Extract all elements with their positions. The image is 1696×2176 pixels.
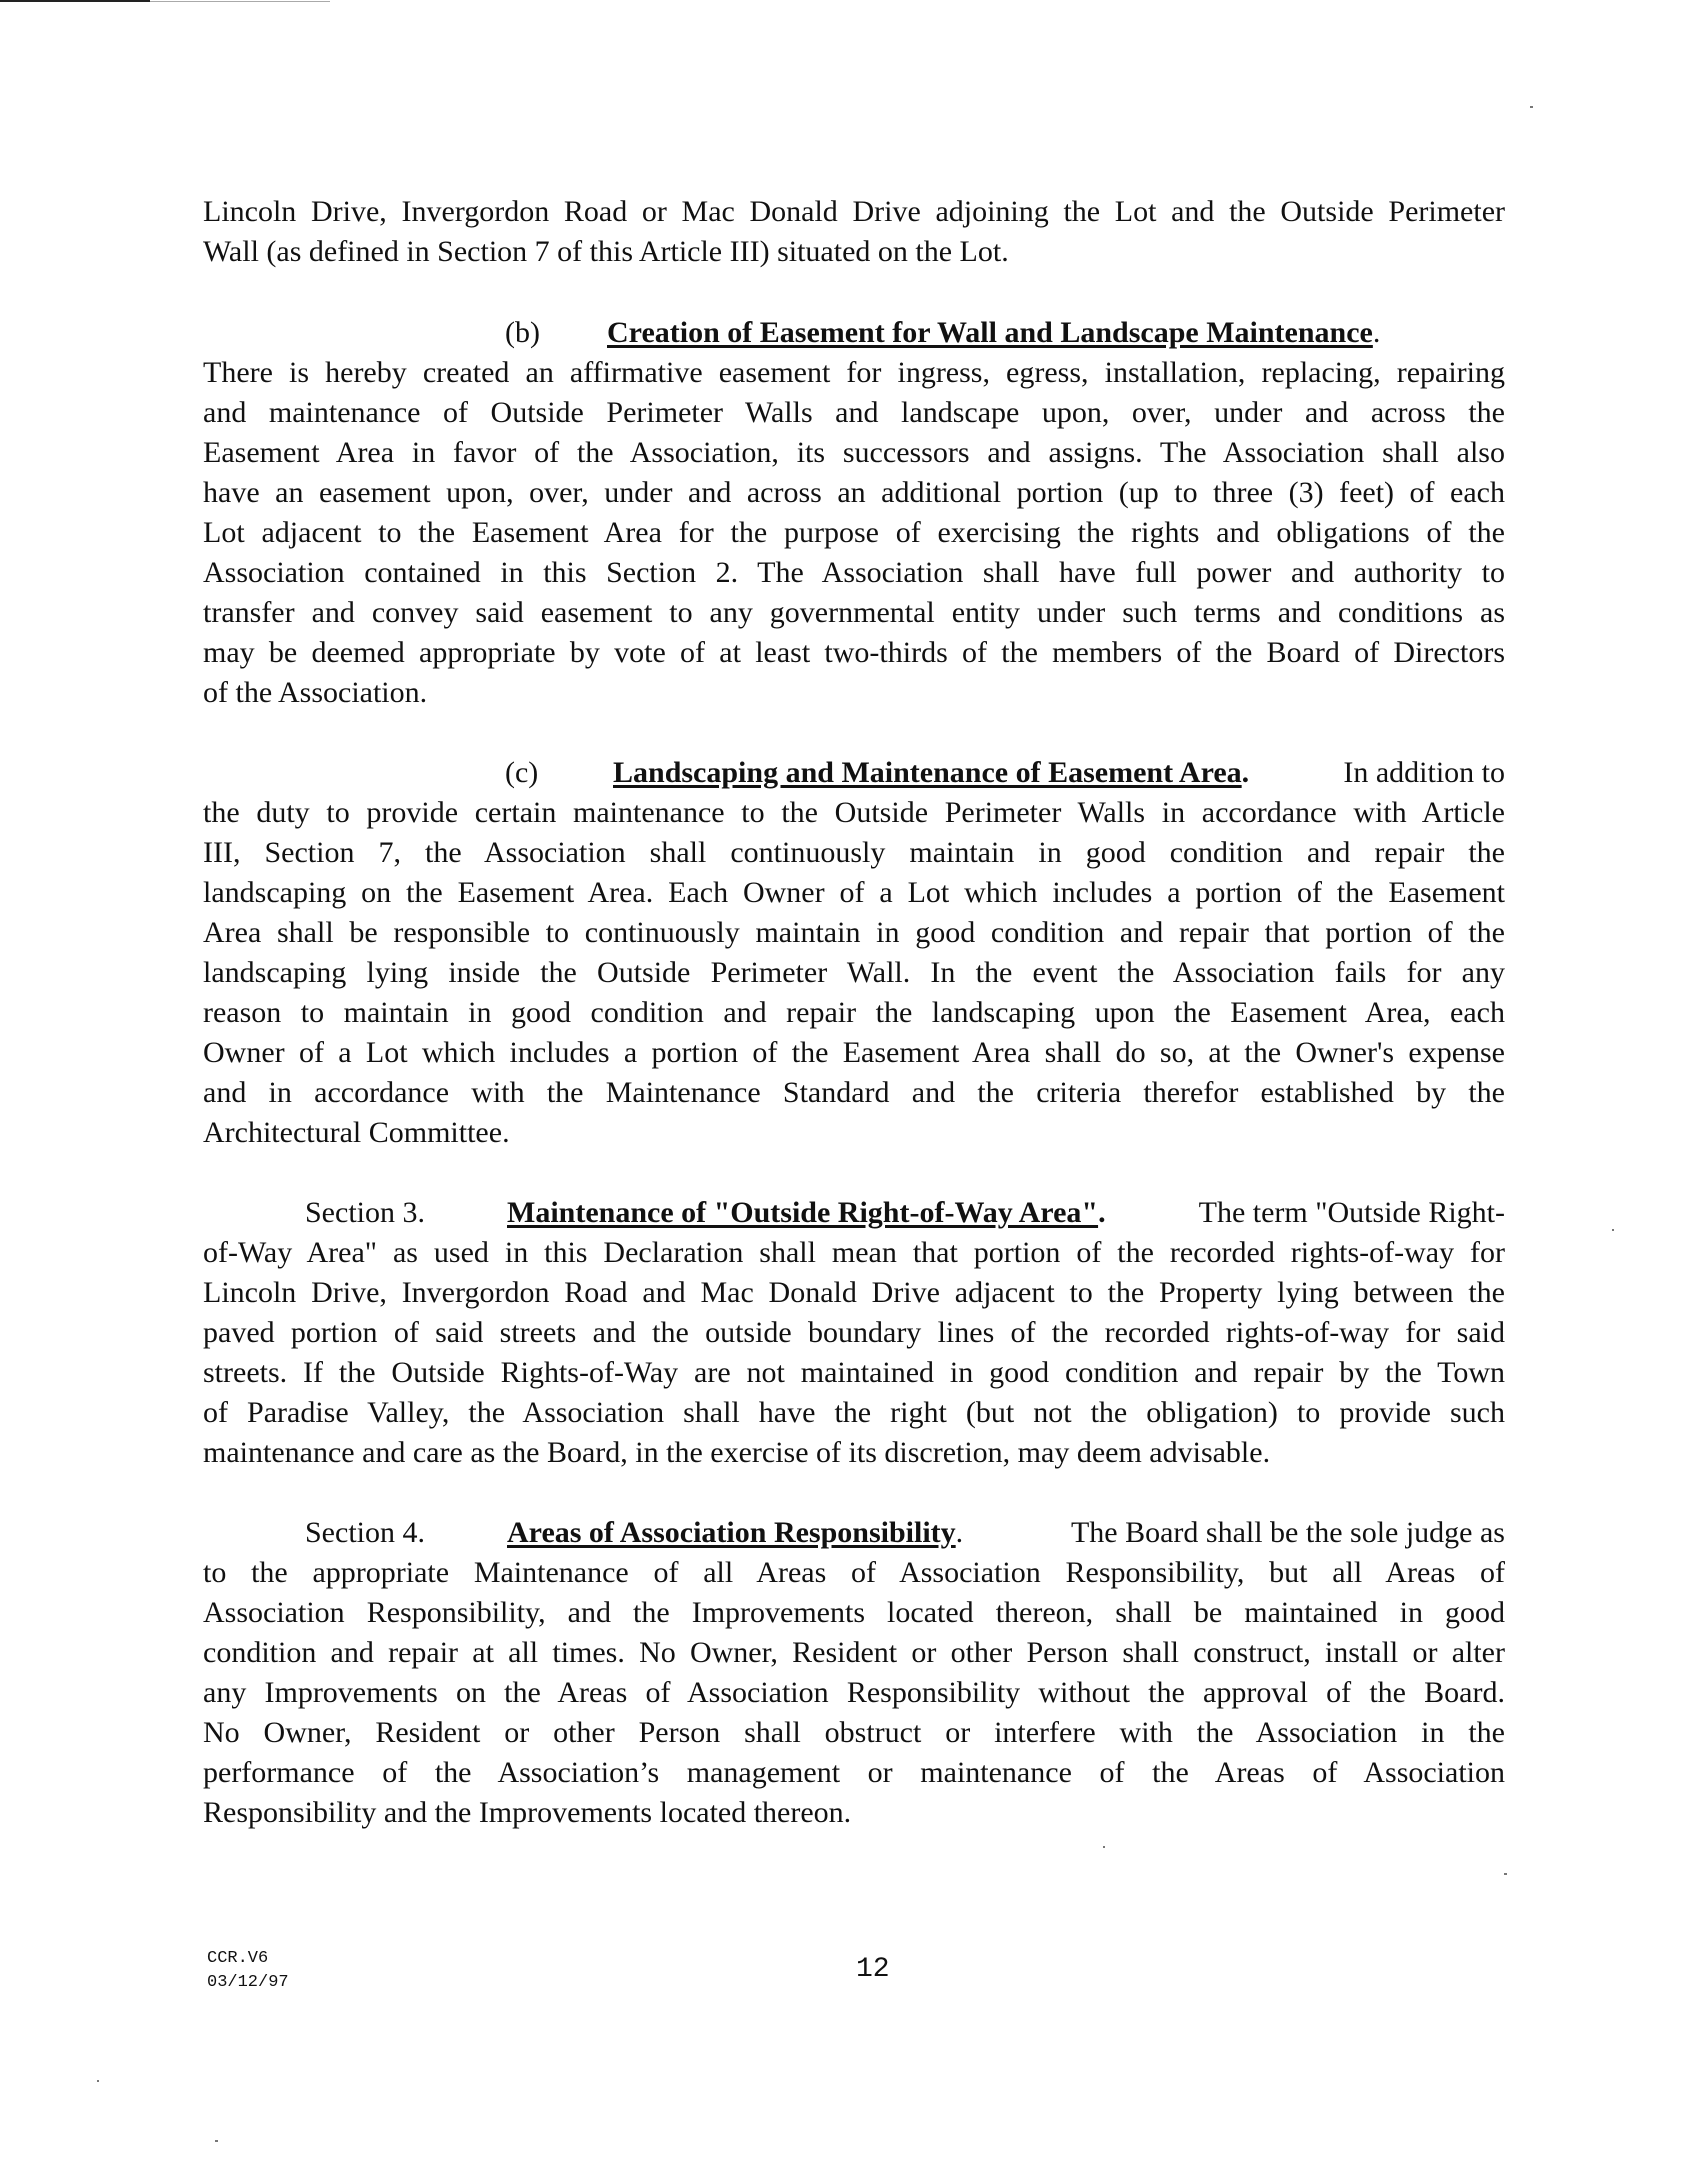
subsection-heading bbox=[607, 313, 1380, 353]
text-line: the duty to provide certain maintenance to the Outside Perimeter Walls in accordance with Article bbox=[203, 796, 1505, 829]
text-line: Lincoln Drive, Invergordon Road and Mac Donald Drive adjacent to the Property lying between the bbox=[203, 1276, 1505, 1309]
scan-speck bbox=[1612, 1229, 1614, 1231]
text-line: condition and repair at all times. No Owner, Resident or other Person shall construct, install or alter bbox=[203, 1636, 1505, 1669]
subsection-label: (c) bbox=[505, 756, 539, 789]
text-line: landscaping on the Easement Area. Each Owner of a Lot which includes a portion of the Easement bbox=[203, 876, 1505, 909]
heading-text: Maintenance of "Outside Right-of-Way Area" bbox=[507, 1196, 1099, 1229]
text-line: and maintenance of Outside Perimeter Walls and landscape upon, over, under and across the bbox=[203, 396, 1505, 429]
text-line: to the appropriate Maintenance of all Areas of Association Responsibility, but all Areas of bbox=[203, 1556, 1505, 1589]
section-label: Section 3. bbox=[305, 1196, 425, 1229]
section-label: Section 4. bbox=[305, 1516, 425, 1549]
text-line: Area shall be responsible to continuously maintain in good condition and repair that portion of the bbox=[203, 916, 1505, 949]
text-line: transfer and convey said easement to any governmental entity under such terms and conditions as bbox=[203, 596, 1505, 629]
text-line: Easement Area in favor of the Association, its successors and assigns. The Association shall also bbox=[203, 436, 1505, 469]
text-line: Lot adjacent to the Easement Area for the purpose of exercising the rights and obligations of the bbox=[203, 516, 1505, 549]
scan-speck bbox=[215, 2140, 218, 2142]
subsection-label: (b) bbox=[505, 316, 540, 349]
text-line: Wall (as defined in Section 7 of this Article III) situated on the Lot. bbox=[203, 235, 1009, 268]
text-line: streets. If the Outside Rights-of-Way are not maintained in good condition and repair by the Town bbox=[203, 1356, 1505, 1389]
scan-speck bbox=[1103, 1846, 1105, 1848]
subsection-heading bbox=[613, 753, 1505, 793]
heading-tail: In addition to bbox=[1343, 756, 1505, 789]
scan-speck bbox=[97, 2080, 99, 2082]
section-heading bbox=[507, 1513, 1505, 1553]
heading-period: . bbox=[1241, 756, 1250, 789]
scan-artifact-line bbox=[0, 0, 150, 2]
heading-period: . bbox=[1372, 316, 1381, 349]
text-line: There is hereby created an affirmative easement for ingress, egress, installation, replacing, repairing bbox=[203, 356, 1505, 389]
heading-period: . bbox=[1098, 1196, 1106, 1229]
text-line: No Owner, Resident or other Person shall obstruct or interfere with the Association in the bbox=[203, 1716, 1505, 1749]
text-line: performance of the Association’s management or maintenance of the Areas of Association bbox=[203, 1756, 1505, 1789]
text-line: Architectural Committee. bbox=[203, 1116, 510, 1149]
text-line: Responsibility and the Improvements located thereon. bbox=[203, 1796, 852, 1829]
document-date: 03/12/97 bbox=[207, 1973, 289, 1992]
text-line: reason to maintain in good condition and repair the landscaping upon the Easement Area, each bbox=[203, 996, 1505, 1029]
text-line: Association contained in this Section 2. The Association shall have full power and authority to bbox=[203, 556, 1505, 589]
text-line: and in accordance with the Maintenance Standard and the criteria therefor established by the bbox=[203, 1076, 1505, 1109]
heading-text: Landscaping and Maintenance of Easement Area bbox=[613, 756, 1242, 789]
text-line: of Paradise Valley, the Association shall have the right (but not the obligation) to provide such bbox=[203, 1396, 1505, 1429]
text-line: paved portion of said streets and the outside boundary lines of the recorded rights-of-way for said bbox=[203, 1316, 1505, 1349]
heading-text: Areas of Association Responsibility bbox=[507, 1516, 956, 1549]
scan-artifact-line bbox=[150, 1, 330, 2]
text-line: may be deemed appropriate by vote of at least two-thirds of the members of the Board of Directors bbox=[203, 636, 1505, 669]
text-line: Owner of a Lot which includes a portion of the Easement Area shall do so, at the Owner's expense bbox=[203, 1036, 1505, 1069]
heading-tail: The term "Outside Right- bbox=[1198, 1196, 1505, 1229]
scan-speck bbox=[1504, 1873, 1507, 1875]
text-line: of the Association. bbox=[203, 676, 428, 709]
text-line: maintenance and care as the Board, in the exercise of its discretion, may deem advisable. bbox=[203, 1436, 1271, 1469]
page-number: 12 bbox=[856, 1954, 890, 1985]
text-line: landscaping lying inside the Outside Perimeter Wall. In the event the Association fails for any bbox=[203, 956, 1505, 989]
heading-tail: The Board shall be the sole judge as bbox=[1070, 1516, 1505, 1549]
scan-speck bbox=[1530, 106, 1533, 108]
text-line: Association Responsibility, and the Improvements located thereon, shall be maintained in good bbox=[203, 1596, 1505, 1629]
text-line: any Improvements on the Areas of Association Responsibility without the approval of the Board. bbox=[203, 1676, 1505, 1709]
text-line: III, Section 7, the Association shall continuously maintain in good condition and repair the bbox=[203, 836, 1505, 869]
text-line: have an easement upon, over, under and across an additional portion (up to three (3) feet) of each bbox=[203, 476, 1505, 509]
section-heading bbox=[507, 1193, 1505, 1233]
text-line: of-Way Area" as used in this Declaration shall mean that portion of the recorded rights-of-way for bbox=[203, 1236, 1505, 1269]
text-line: Lincoln Drive, Invergordon Road or Mac Donald Drive adjoining the Lot and the Outside Perimeter bbox=[203, 195, 1505, 228]
heading-text: Creation of Easement for Wall and Landscape Maintenance bbox=[607, 316, 1373, 349]
document-code: CCR.V6 bbox=[207, 1949, 269, 1968]
heading-period: . bbox=[955, 1516, 964, 1549]
